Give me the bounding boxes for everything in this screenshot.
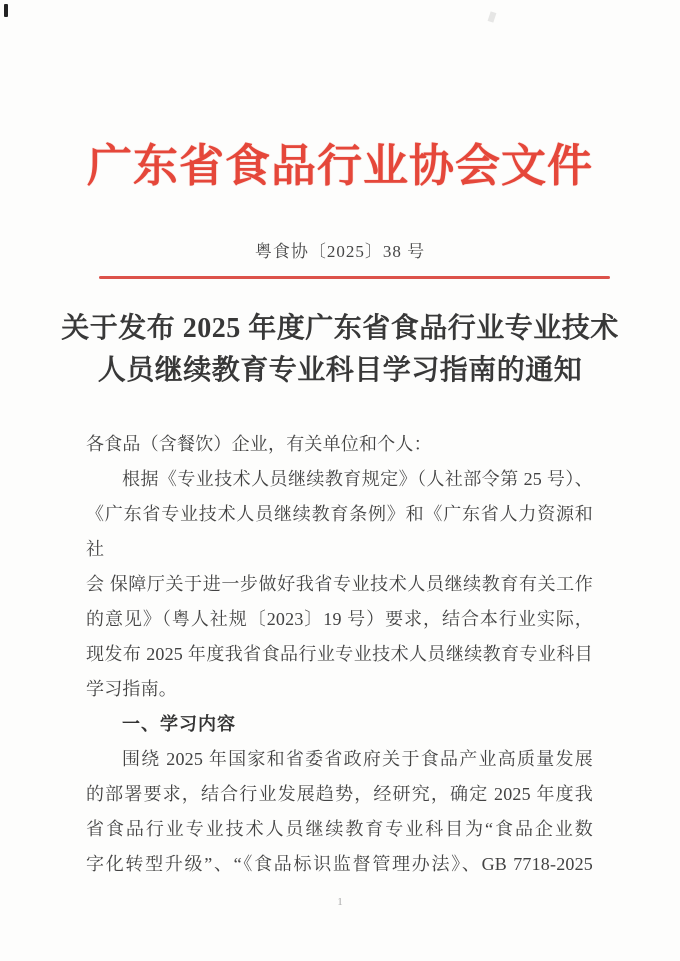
body-line: 的意见》（粤人社规〔2023〕19 号）要求，结合本行业实际，	[86, 609, 593, 629]
body-line: 现发布 2025 年度我省食品行业专业技术人员继续教育专业科目	[86, 644, 593, 664]
body-line: 《广东省专业技术人员继续教育条例》和《广东省人力资源和社	[86, 504, 593, 559]
body-line: 字化转型升级”、“《食品标识监督管理办法》、GB 7718-2025	[86, 854, 593, 874]
section-heading: 一、学习内容	[122, 714, 236, 734]
page-number: 1	[337, 896, 343, 908]
document-number: 粤食协〔2025〕38 号	[254, 242, 426, 261]
scan-artifact	[4, 4, 8, 17]
body-line-salutation: 各食品（含餐饮）企业，有关单位和个人：	[86, 434, 432, 454]
body-line: 根据《专业技术人员继续教育规定》（人社部令第 25 号）、	[122, 469, 593, 489]
body-line: 学习指南。	[86, 679, 177, 699]
body-line: 围绕 2025 年国家和省委省政府关于食品产业高质量发展	[122, 749, 593, 769]
notice-body	[86, 427, 593, 882]
notice-title	[0, 308, 680, 392]
notice-title-line1: 关于发布 2025 年度广东省食品行业专业技术	[61, 313, 619, 344]
body-line: 的部署要求，结合行业发展趋势，经研究，确定 2025 年度我	[86, 784, 593, 804]
notice-title-line2: 人员继续教育专业科目学习指南的通知	[97, 355, 583, 386]
body-line: 省食品行业专业技术人员继续教育专业科目为“食品企业数	[86, 819, 593, 839]
letterhead-org-title: 广东省食品行业协会文件	[86, 141, 593, 191]
scan-artifact	[488, 11, 497, 22]
letterhead-divider	[99, 276, 610, 279]
body-line: 会 保障厅关于进一步做好我省专业技术人员继续教育有关工作	[86, 574, 593, 594]
